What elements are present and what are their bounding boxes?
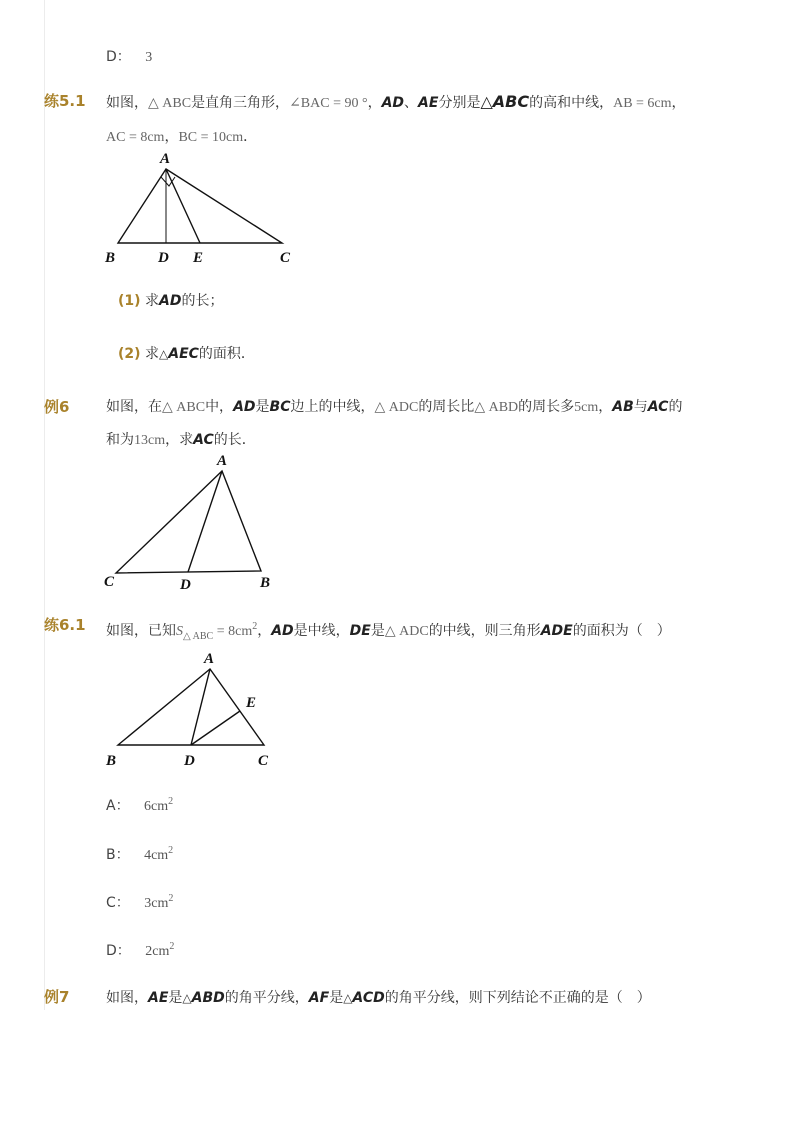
- option-letter: D：: [106, 943, 131, 959]
- point-label-d: D: [184, 753, 195, 769]
- math-var: DE: [349, 623, 371, 639]
- math-triangle: △ ABC: [148, 96, 192, 111]
- math-var: AF: [308, 990, 330, 1006]
- figure-triangle-median: [100, 450, 280, 595]
- text: 分别是: [438, 95, 481, 111]
- math-triangle: △ ABD: [474, 400, 519, 415]
- option-value: 3cm: [144, 896, 169, 911]
- text: ，: [367, 95, 382, 111]
- math-superscript: 2: [252, 621, 258, 632]
- math-var: AC: [647, 399, 669, 415]
- option-superscript: 2: [168, 893, 174, 904]
- subq-number: (2): [118, 346, 141, 362]
- math-length: AC = 8cm: [106, 130, 165, 145]
- figure-triangle-nested-median: [100, 645, 280, 775]
- math-value: = 8cm: [213, 624, 253, 639]
- vertex-label-c: C: [280, 250, 291, 266]
- triangle-abc: [116, 471, 261, 573]
- vertex-label-b: B: [106, 753, 117, 769]
- text: 如图，: [106, 990, 148, 1006]
- text: 边上的中线，: [290, 399, 375, 415]
- text: ，: [164, 129, 179, 145]
- math-var: AB: [612, 399, 634, 415]
- math-triangle: △ABC: [480, 92, 530, 111]
- subquestion-2: [118, 343, 255, 363]
- vertex-label-a: A: [204, 651, 215, 667]
- triangle-symbol: △: [343, 991, 353, 1005]
- math-var: ACD: [352, 990, 385, 1006]
- point-label-e: E: [246, 695, 257, 711]
- text: ，求: [165, 432, 194, 448]
- math-var: AD: [271, 623, 294, 639]
- option-superscript: 2: [169, 941, 175, 952]
- problem-label-6-1: 练6.1: [44, 616, 86, 634]
- text: 的周长多: [518, 399, 575, 415]
- text: 的长．: [213, 432, 256, 448]
- text: ，: [671, 95, 686, 111]
- option-superscript: 2: [168, 845, 174, 856]
- text: 是直角三角形，: [191, 95, 290, 111]
- example-6-text-line2: [106, 429, 256, 449]
- option-value: 4cm: [144, 848, 169, 863]
- text: 的角平分线，则下列结论不正确的是（ ）: [384, 990, 651, 1006]
- vertex-label-a: A: [217, 453, 228, 469]
- text: 的面积为（ ）: [572, 623, 671, 639]
- text: 如图，已知: [106, 623, 176, 639]
- option-b[interactable]: [106, 844, 173, 864]
- triangle-abc: [118, 669, 264, 745]
- option-letter: A：: [106, 798, 130, 814]
- problem-6-1-text: [106, 620, 671, 642]
- text: 与: [633, 399, 648, 415]
- text: 是: [255, 399, 270, 415]
- text: 如图，在: [106, 399, 162, 415]
- subquestion-1: [118, 290, 223, 310]
- text: ，: [257, 623, 272, 639]
- example-label-6: 例6: [44, 398, 70, 416]
- text: ．: [243, 129, 258, 145]
- text: ，: [598, 399, 613, 415]
- text: 的中线，则三角形: [428, 623, 541, 639]
- math-length: 5cm: [574, 400, 599, 415]
- text: 和为: [106, 432, 134, 448]
- vertex-label-c: C: [258, 753, 269, 769]
- text: 、: [404, 95, 419, 111]
- math-var: AE: [148, 990, 169, 1006]
- option-letter: C：: [106, 895, 130, 911]
- math-var: AE: [418, 95, 439, 111]
- option-letter: D：: [106, 49, 131, 65]
- text: 的周长比: [418, 399, 475, 415]
- text: 是: [370, 623, 385, 639]
- text: 的: [668, 399, 683, 415]
- math-length: BC = 10cm: [178, 130, 244, 145]
- text: 求: [145, 346, 159, 362]
- math-area-symbol: S: [176, 624, 183, 639]
- text: 中，: [205, 399, 234, 415]
- example-label-7: 例7: [44, 988, 70, 1006]
- math-triangle: △ ABC: [162, 400, 206, 415]
- option-superscript: 2: [168, 796, 174, 807]
- triangle-abc: [118, 169, 282, 243]
- subq-number: (1): [118, 293, 141, 309]
- text: 的长；: [181, 293, 224, 309]
- point-label-d: D: [158, 250, 169, 266]
- figure-right-triangle: [100, 148, 300, 268]
- math-var: AD: [159, 293, 182, 309]
- math-length: 13cm: [134, 433, 166, 448]
- vertex-label-a: A: [160, 151, 171, 167]
- problem-5-1-text-line2: [106, 126, 257, 146]
- problem-5-1-text-line1: [106, 92, 686, 112]
- option-value: 6cm: [144, 799, 169, 814]
- math-var: ABD: [191, 990, 225, 1006]
- math-var: AC: [193, 432, 214, 448]
- left-gutter-line: [44, 0, 45, 1010]
- vertex-label-b: B: [105, 250, 116, 266]
- median-ad: [188, 471, 222, 572]
- text: 的高和中线，: [529, 95, 614, 111]
- math-triangle: △ ADC: [374, 400, 419, 415]
- option-a[interactable]: [106, 795, 173, 815]
- text: 的面积．: [198, 346, 255, 362]
- example-7-text: [106, 987, 651, 1007]
- math-var: ADE: [540, 623, 573, 639]
- text: 如图，: [106, 95, 148, 111]
- option-value: 3: [145, 50, 153, 65]
- option-value: 2cm: [145, 944, 170, 959]
- option-d[interactable]: [106, 940, 174, 960]
- triangle-symbol: △: [182, 991, 192, 1005]
- text: 求: [145, 293, 159, 309]
- math-var: AD: [381, 95, 405, 111]
- point-label-d: D: [180, 577, 191, 593]
- math-triangle: △ ADC: [384, 624, 429, 639]
- triangle-symbol: △: [159, 347, 169, 361]
- math-length: AB = 6cm: [613, 96, 672, 111]
- math-angle: ∠BAC = 90 °: [289, 96, 368, 111]
- example-6-text-line1: [106, 396, 682, 416]
- option-c[interactable]: [106, 892, 173, 912]
- math-var: BC: [269, 399, 291, 415]
- option-letter: B：: [106, 847, 130, 863]
- vertex-label-c: C: [104, 574, 115, 590]
- text: 是: [329, 990, 344, 1006]
- math-var: AEC: [168, 346, 199, 362]
- vertex-label-b: B: [260, 575, 271, 591]
- text: 是中线，: [293, 623, 350, 639]
- math-var: AD: [233, 399, 256, 415]
- text: 的角平分线，: [224, 990, 309, 1006]
- problem-label-5-1: 练5.1: [44, 92, 86, 110]
- text: 是: [168, 990, 183, 1006]
- math-subscript: △ ABC: [183, 631, 214, 642]
- point-label-e: E: [193, 250, 204, 266]
- prev-option-d[interactable]: [106, 46, 152, 66]
